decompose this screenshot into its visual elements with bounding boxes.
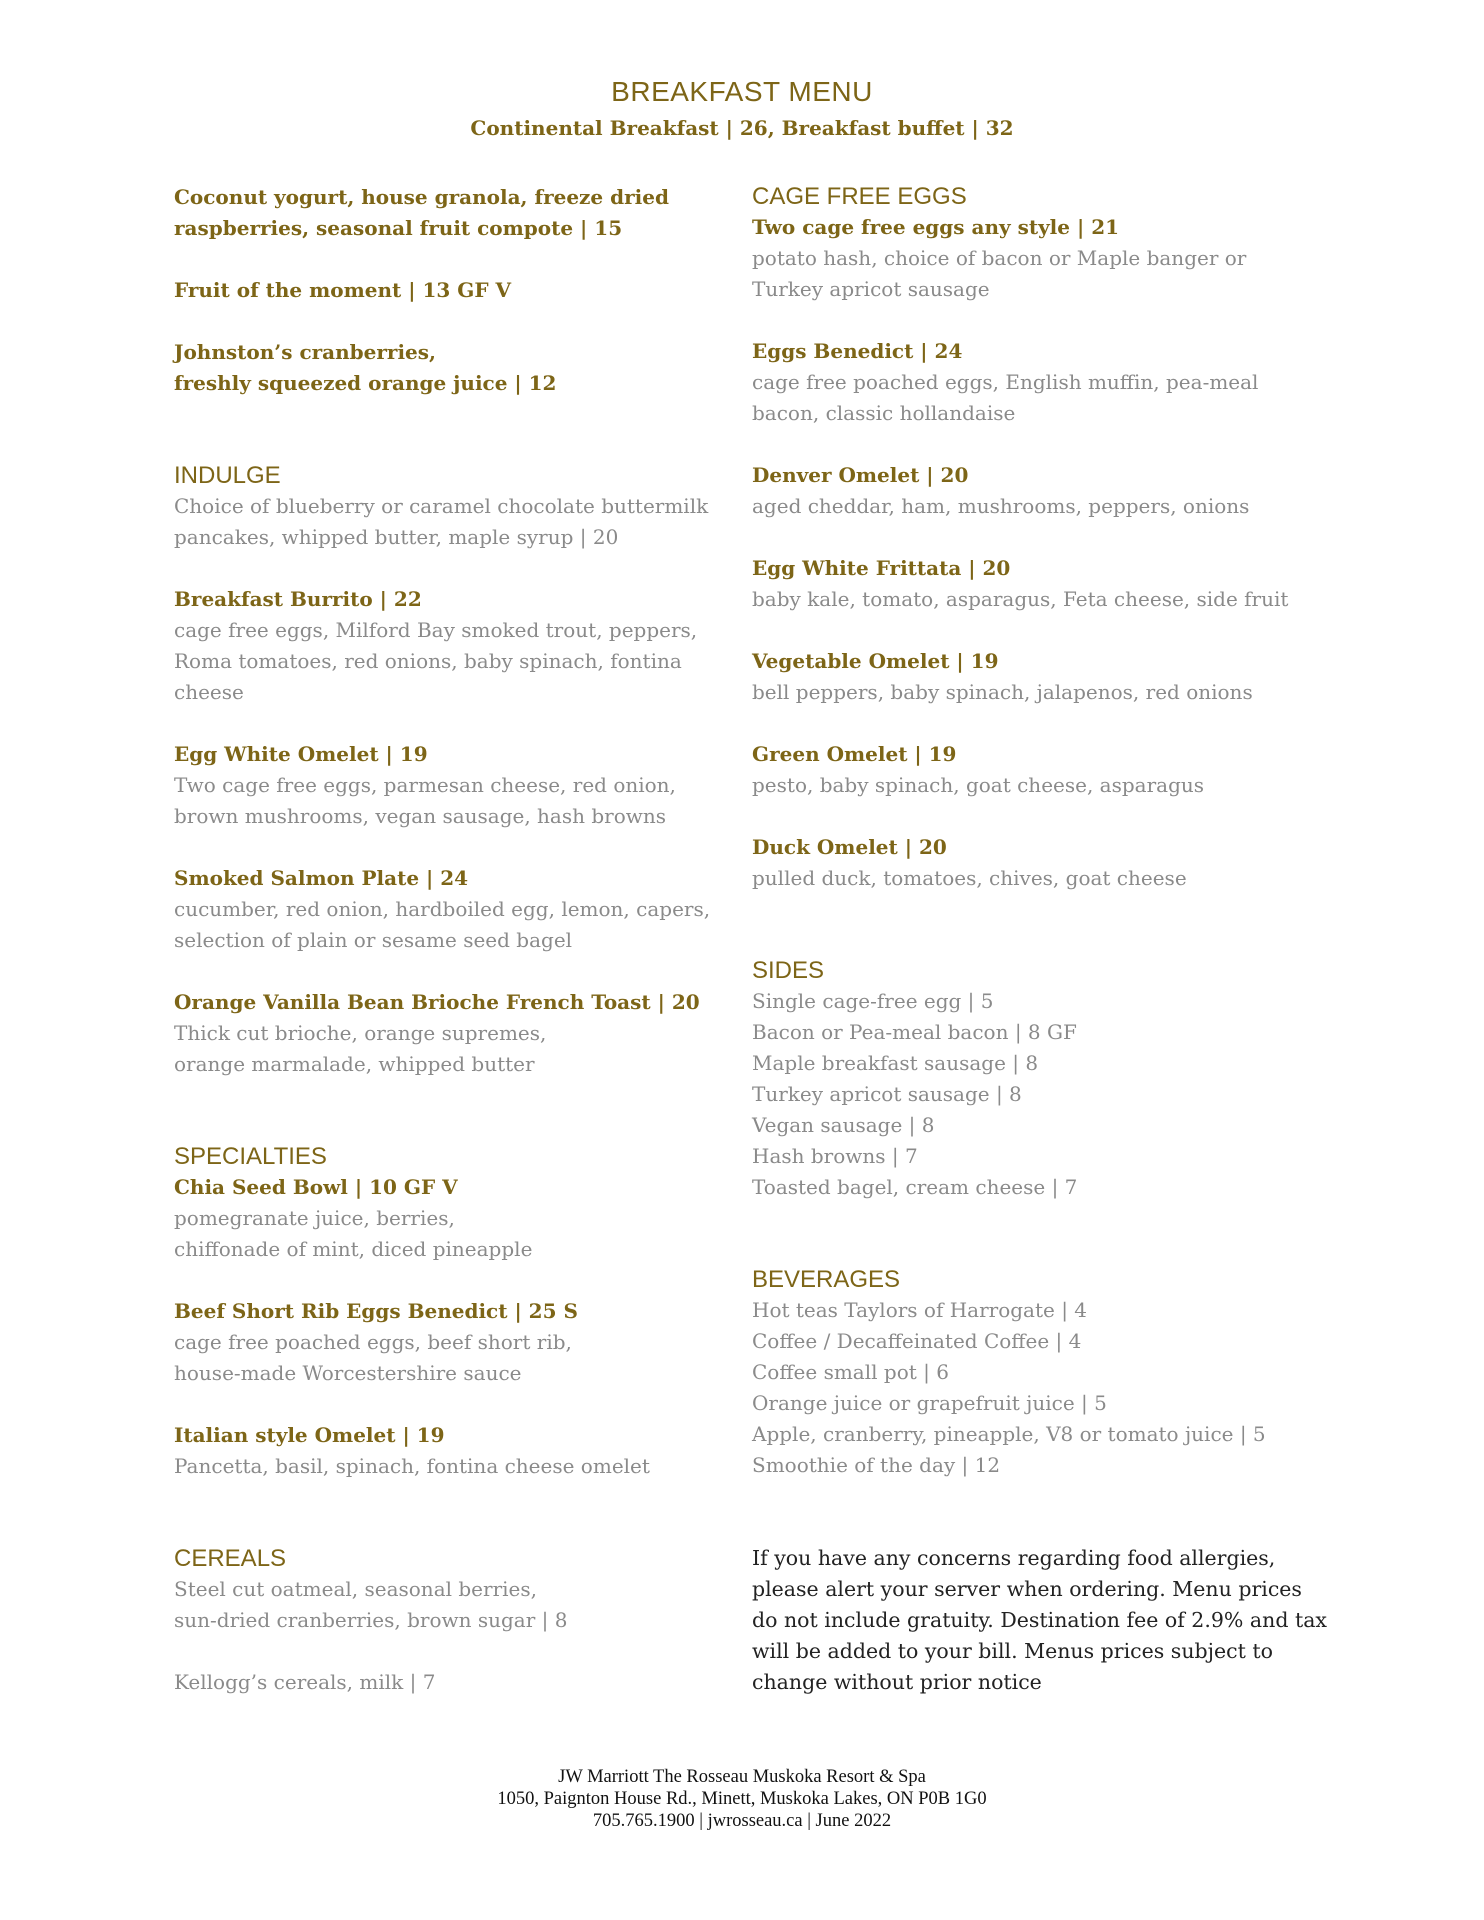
beverage-item: Coffee / Decaffeinated Coffee | 4 [752, 1329, 1082, 1353]
item-name: Johnston’s cranberries, freshly squeezed orange juice | 12 [174, 340, 557, 395]
side-item: Turkey apricot sausage | 8 [752, 1082, 1022, 1106]
item-name: Chia Seed Bowl | 10 GF V [174, 1175, 458, 1199]
item-desc: potato hash, choice of bacon or Maple banger or Turkey apricot sausage [752, 246, 1247, 301]
item-desc: aged cheddar, ham, mushrooms, peppers, onions [752, 494, 1250, 518]
menu-item [752, 739, 1332, 801]
footer-contact: 705.765.1900 | jwrosseau.ca | June 2022 [592, 1811, 892, 1831]
item-desc: Thick cut brioche, orange supremes, orange marmalade, whipped butter [174, 1021, 547, 1076]
footer [0, 1766, 1484, 1832]
menu-item [174, 491, 714, 553]
beverage-item: Hot teas Taylors of Harrogate | 4 [752, 1298, 1088, 1322]
item-name: Duck Omelet | 20 [752, 835, 947, 859]
item-desc: cage free poached eggs, English muffin, pea-meal bacon, classic hollandaise [752, 370, 1259, 425]
item-desc: Pancetta, basil, spinach, fontina cheese omelet [174, 1454, 650, 1478]
menu-item [174, 863, 714, 956]
section-title: SIDES [752, 957, 825, 984]
beverage-item: Apple, cranberry, pineapple, V8 or tomato juice | 5 [752, 1422, 1266, 1446]
menu-item [174, 182, 714, 244]
menu-item [752, 460, 1332, 522]
item-desc: Two cage free eggs, parmesan cheese, red onion, brown mushrooms, vegan sausage, hash browns [174, 773, 676, 828]
item-name: Coconut yogurt, house granola, freeze dried raspberries, seasonal fruit compote | 15 [174, 185, 669, 240]
item-name: Egg White Frittata | 20 [752, 556, 1011, 580]
item-name: Orange Vanilla Bean Brioche French Toast | 20 [174, 990, 700, 1014]
menu-item [752, 553, 1332, 615]
section-title: CEREALS [174, 1545, 287, 1572]
menu-item [752, 832, 1332, 894]
menu-item [174, 1296, 714, 1389]
beverage-item: Coffee small pot | 6 [752, 1360, 949, 1384]
item-desc: Steel cut oatmeal, seasonal berries, sun-dried cranberries, brown sugar | 8 [174, 1577, 568, 1632]
item-desc: Kellogg’s cereals, milk | 7 [174, 1670, 436, 1694]
menu-title: BREAKFAST MENU [611, 76, 873, 107]
item-name: Beef Short Rib Eggs Benedict | 25 S [174, 1299, 578, 1323]
menu-item [174, 987, 714, 1080]
menu-subtitle: Continental Breakfast | 26, Breakfast buffet | 32 [470, 116, 1014, 140]
section-title: CAGE FREE EGGS [752, 183, 967, 210]
left-column [174, 182, 714, 1729]
beverage-item: Smoothie of the day | 12 [752, 1453, 1001, 1477]
section-cage-free-eggs [752, 182, 1332, 894]
side-item: Vegan sausage | 8 [752, 1113, 935, 1137]
item-name: Two cage free eggs any style | 21 [752, 215, 1120, 239]
item-desc: pulled duck, tomatoes, chives, goat cheese [752, 866, 1187, 890]
item-name: Egg White Omelet | 19 [174, 742, 428, 766]
footer-resort-name: JW Marriott The Rosseau Muskoka Resort & Spa [558, 1767, 926, 1787]
item-desc: cage free poached eggs, beef short rib, house-made Worcestershire sauce [174, 1330, 572, 1385]
item-desc: baby kale, tomato, asparagus, Feta cheese, side fruit [752, 587, 1289, 611]
section-title: BEVERAGES [752, 1266, 901, 1293]
menu-item [174, 1172, 714, 1265]
item-name: Smoked Salmon Plate | 24 [174, 866, 469, 890]
item-name: Denver Omelet | 20 [752, 463, 969, 487]
item-desc: Choice of blueberry or caramel chocolate buttermilk pancakes, whipped butter, maple syrup | 20 [174, 494, 709, 549]
footer-address: 1050, Paignton House Rd., Minett, Muskoka Lakes, ON P0B 1G0 [497, 1789, 987, 1809]
section-cereals [174, 1544, 714, 1698]
menu-item [174, 1667, 714, 1698]
item-name: Italian style Omelet | 19 [174, 1423, 445, 1447]
side-item: Maple breakfast sausage | 8 [752, 1051, 1039, 1075]
menu-item [174, 337, 714, 399]
menu-item [752, 646, 1332, 708]
item-desc: cucumber, red onion, hardboiled egg, lemon, capers, selection of plain or sesame seed bagel [174, 897, 711, 952]
side-item: Bacon or Pea-meal bacon | 8 GF [752, 1020, 1077, 1044]
section-beverages [752, 1265, 1332, 1481]
menu-item [174, 739, 714, 832]
menu-item [174, 1420, 714, 1482]
side-item: Toasted bagel, cream cheese | 7 [752, 1175, 1078, 1199]
section-sides [752, 956, 1332, 1203]
item-desc: bell peppers, baby spinach, jalapenos, red onions [752, 680, 1253, 704]
section-specialties [174, 1142, 714, 1482]
item-name: Fruit of the moment | 13 GF V [174, 278, 512, 302]
item-desc: pomegranate juice, berries, chiffonade of mint, diced pineapple [174, 1206, 533, 1261]
section-title: INDULGE [174, 462, 281, 489]
section-title: SPECIALTIES [174, 1143, 327, 1170]
allergy-notice: If you have any concerns regarding food allergies, please alert your server when ordering. Menu prices do not include gratuity. Destination fee of 2.9% and tax will be added to your bill. Menus prices subject to change without prior notice [752, 1546, 1327, 1694]
item-name: Vegetable Omelet | 19 [752, 649, 999, 673]
menu-item [752, 212, 1332, 305]
menu-item [174, 1574, 714, 1636]
section-indulge [174, 461, 714, 1080]
item-name: Breakfast Burrito | 22 [174, 587, 422, 611]
menu-item [752, 336, 1332, 429]
menu-item [174, 275, 714, 306]
item-name: Eggs Benedict | 24 [752, 339, 963, 363]
right-column [752, 182, 1332, 1698]
item-name: Green Omelet | 19 [752, 742, 957, 766]
side-item: Single cage-free egg | 5 [752, 989, 994, 1013]
beverage-item: Orange juice or grapefruit juice | 5 [752, 1391, 1107, 1415]
item-desc: pesto, baby spinach, goat cheese, asparagus [752, 773, 1205, 797]
menu-item [174, 584, 714, 708]
side-item: Hash browns | 7 [752, 1144, 918, 1168]
item-desc: cage free eggs, Milford Bay smoked trout, peppers, Roma tomatoes, red onions, baby spinach, fontina cheese [174, 618, 698, 704]
